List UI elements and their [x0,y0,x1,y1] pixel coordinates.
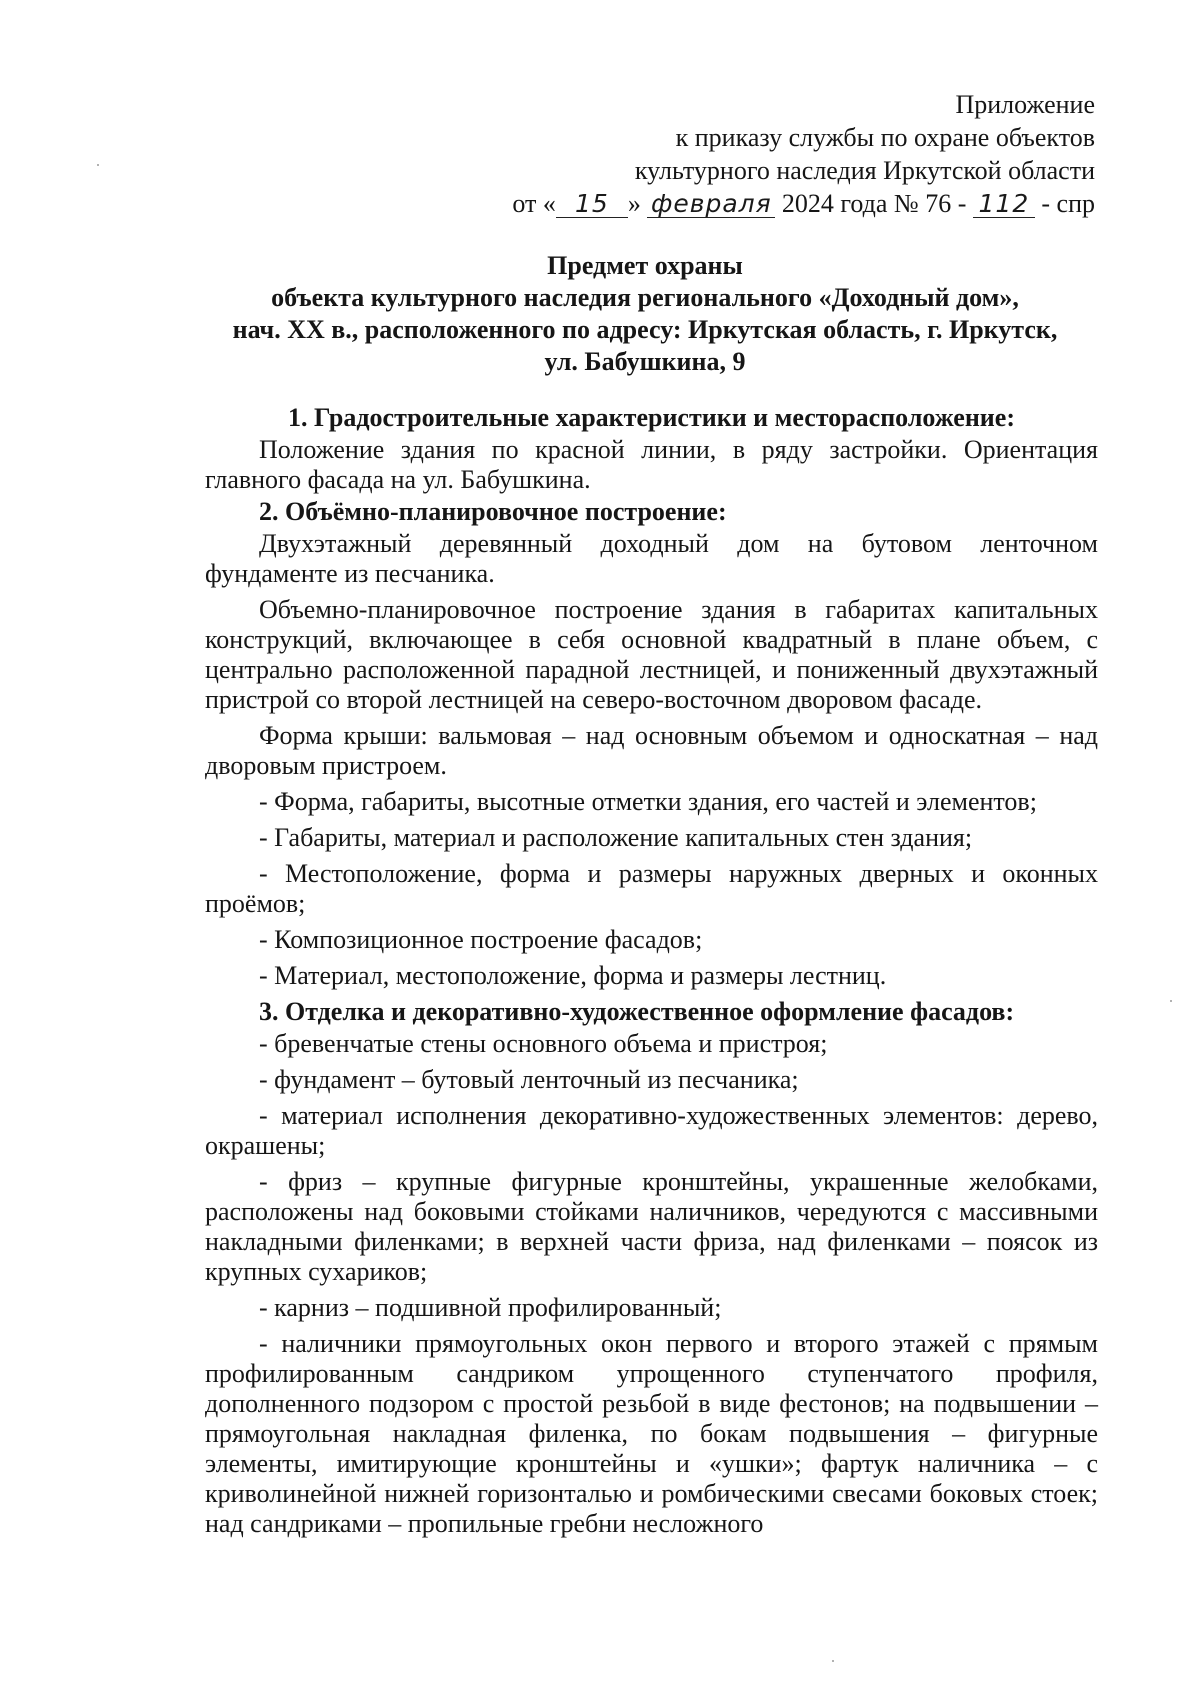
section-1-paragraph: Положение здания по красной линии, в ряду застройки. Ориентация главного фасада на ул. Бабушкина. [205,435,1098,494]
date-suffix: - спр [1041,189,1095,218]
handwritten-day: 15 [556,191,628,218]
date-year: 2024 года № 76 - [781,189,967,218]
section-3-item: - фриз – крупные фигурные кронштейны, украшенные желобками, расположены над боковыми стойками наличников, чередуются с массивными накладными филенками; в верхней части фриза, над филенками – поясок из крупных сухариков; [205,1167,1098,1286]
agency-line: культурного наследия Иркутской области [634,156,1095,185]
scan-speck [97,164,99,166]
order-reference-line: к приказу службы по охране объектов [675,123,1095,152]
section-3-item: - материал исполнения декоративно-художественных элементов: дерево, окрашены; [205,1101,1098,1160]
handwritten-order-number: 112 [973,191,1035,218]
order-date-line [395,187,1095,220]
section-3-heading: 3. Отделка и декоративно-художественное оформление фасадов: [259,997,1015,1026]
title-line-3: нач. XX в., расположенного по адресу: Иркутская область, г. Иркутск, [232,315,1058,344]
scan-speck [832,1660,834,1662]
scan-speck [1170,1000,1172,1002]
title-line-4: ул. Бабушкина, 9 [544,347,746,376]
section-3-item: - фундамент – бутовый ленточный из песчаника; [259,1065,799,1094]
section-3-item: - наличники прямоугольных окон первого и второго этажей с прямым профилированным сандриком упрощенного ступенчатого профиля, дополненного подзором с простой резьбой в виде фестонов; на подвышении – прямоугольная накладная филенка, по бокам подвышения – фигурные элементы, имитирующие кронштейны и «ушки»; фартук наличника – с криволинейной нижней горизонталью и ромбическими свесами боковых стоек; над сандриками – пропильные гребни несложного [205,1329,1098,1538]
section-2-paragraph-2: Объемно-планировочное построение здания в габаритах капитальных конструкций, включающее в себя основной квадратный в плане объем, с центрально расположенной парадной лестницей, и пониженный двухэтажный пристрой со второй лестницей на северо-восточном дворовом фасаде. [205,595,1098,714]
section-2-item: - Материал, местоположение, форма и размеры лестниц. [259,961,887,990]
appendix-label: Приложение [955,90,1095,119]
section-2-paragraph-1: Двухэтажный деревянный доходный дом на бутовом ленточном фундаменте из песчаника. [205,529,1098,588]
section-2-item: - Местоположение, форма и размеры наружных дверных и оконных проёмов; [205,859,1098,918]
section-2-item: - Композиционное построение фасадов; [259,925,703,954]
appendix-header [395,88,1095,220]
section-2-heading: 2. Объёмно-планировочное построение: [259,497,727,526]
section-1-heading: 1. Градостроительные характеристики и месторасположение: [288,403,1015,432]
section-3-item: - бревенчатые стены основного объема и пристроя; [259,1029,828,1058]
section-2-item: - Габариты, материал и расположение капитальных стен здания; [259,823,973,852]
section-2-paragraph-3: Форма крыши: вальмовая – над основным объемом и односкатная – над дворовым пристроем. [205,721,1098,780]
document-body [205,403,1098,1539]
date-mid: » [627,189,641,218]
document-title [190,250,1100,378]
title-line-1: Предмет охраны [547,251,743,280]
section-2-item: - Форма, габариты, высотные отметки здания, его частей и элементов; [259,787,1037,816]
handwritten-month: февраля [647,191,775,218]
date-prefix: от « [512,189,556,218]
section-3-item: - карниз – подшивной профилированный; [259,1293,722,1322]
title-line-2: объекта культурного наследия регионального «Доходный дом», [271,283,1019,312]
